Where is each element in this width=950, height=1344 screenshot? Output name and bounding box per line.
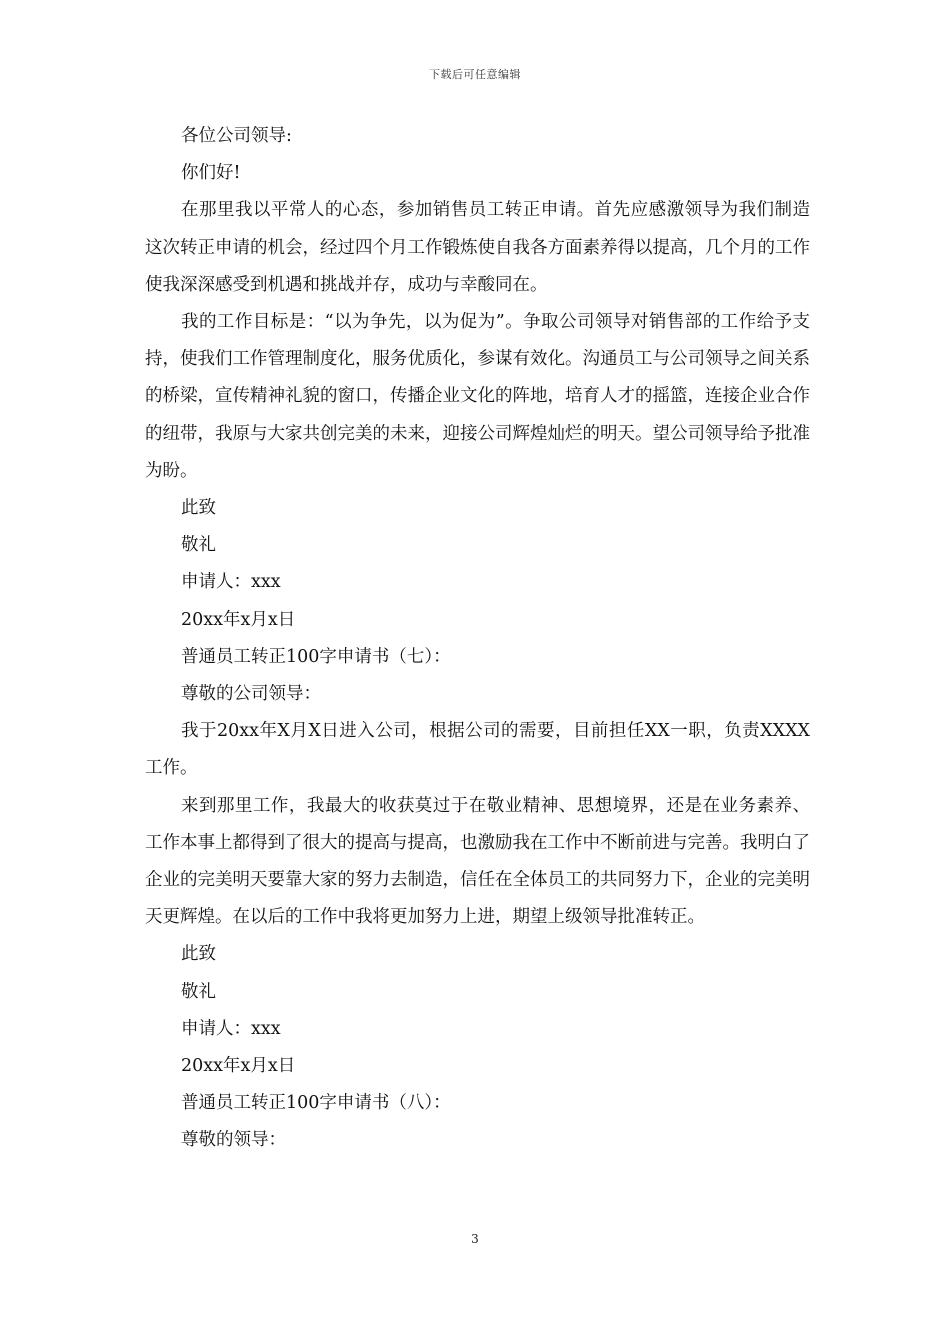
applicant-line: 申请人：xxx: [181, 1018, 281, 1039]
page-header: 下载后可任意编辑: [429, 68, 521, 81]
closing-regards: 敬礼: [181, 981, 216, 1002]
body-paragraph: 来到那里工作，我最大的收获莫过于在敬业精神、思想境界，还是在业务素养、工作本事上都得到了很大的提高与提高，也激励我在工作中不断前进与完善。我明白了企业的完美明天要靠大家的努力去制造，信任在全体员工的共同努力下，企业的完美明天更辉煌。在以后的工作中我将更加努力上进，期望上级领导批准转正。: [145, 795, 810, 928]
section-heading: 普通员工转正100字申请书（七）：: [181, 646, 451, 667]
salutation: 尊敬的公司领导：: [181, 684, 321, 705]
salutation: 尊敬的领导：: [181, 1130, 286, 1151]
salutation: 各位公司领导:: [181, 126, 292, 146]
body-paragraph: 在那里我以平常人的心态，参加销售员工转正申请。首先应感激领导为我们制造这次转正申请的机会，经过四个月工作锻炼使自我各方面素养得以提高，几个月的工作使我深深感受到机遇和挑战并存，成功与幸酸同在。: [145, 200, 810, 295]
body-paragraph: 我于20xx年X月X日进入公司，根据公司的需要，目前担任XX一职，负责XXXX工作。: [145, 721, 810, 779]
date-line: 20xx年x月x日: [181, 609, 296, 630]
page-number: 3: [471, 1232, 479, 1246]
date-line: 20xx年x月x日: [181, 1056, 296, 1077]
closing-line: 此致: [181, 944, 216, 965]
greeting: 你们好!: [181, 163, 241, 184]
section-heading: 普通员工转正100字申请书（八）：: [181, 1093, 451, 1114]
closing-line: 此致: [181, 498, 216, 519]
applicant-line: 申请人：xxx: [181, 572, 281, 593]
body-paragraph: 我的工作目标是：“以为争先，以为促为”。争取公司领导对销售部的工作给予支持，使我们工作管理制度化，服务优质化，参谋有效化。沟通员工与公司领导之间关系的桥梁，宣传精神礼貌的窗口，传播企业文化的阵地，培育人才的摇篮，连接企业合作的纽带，我原与大家共创完美的未来，迎接公司辉煌灿烂的明天。望公司领导给予批准为盼。: [145, 312, 810, 481]
closing-regards: 敬礼: [181, 535, 216, 556]
document-body: [145, 118, 810, 1160]
